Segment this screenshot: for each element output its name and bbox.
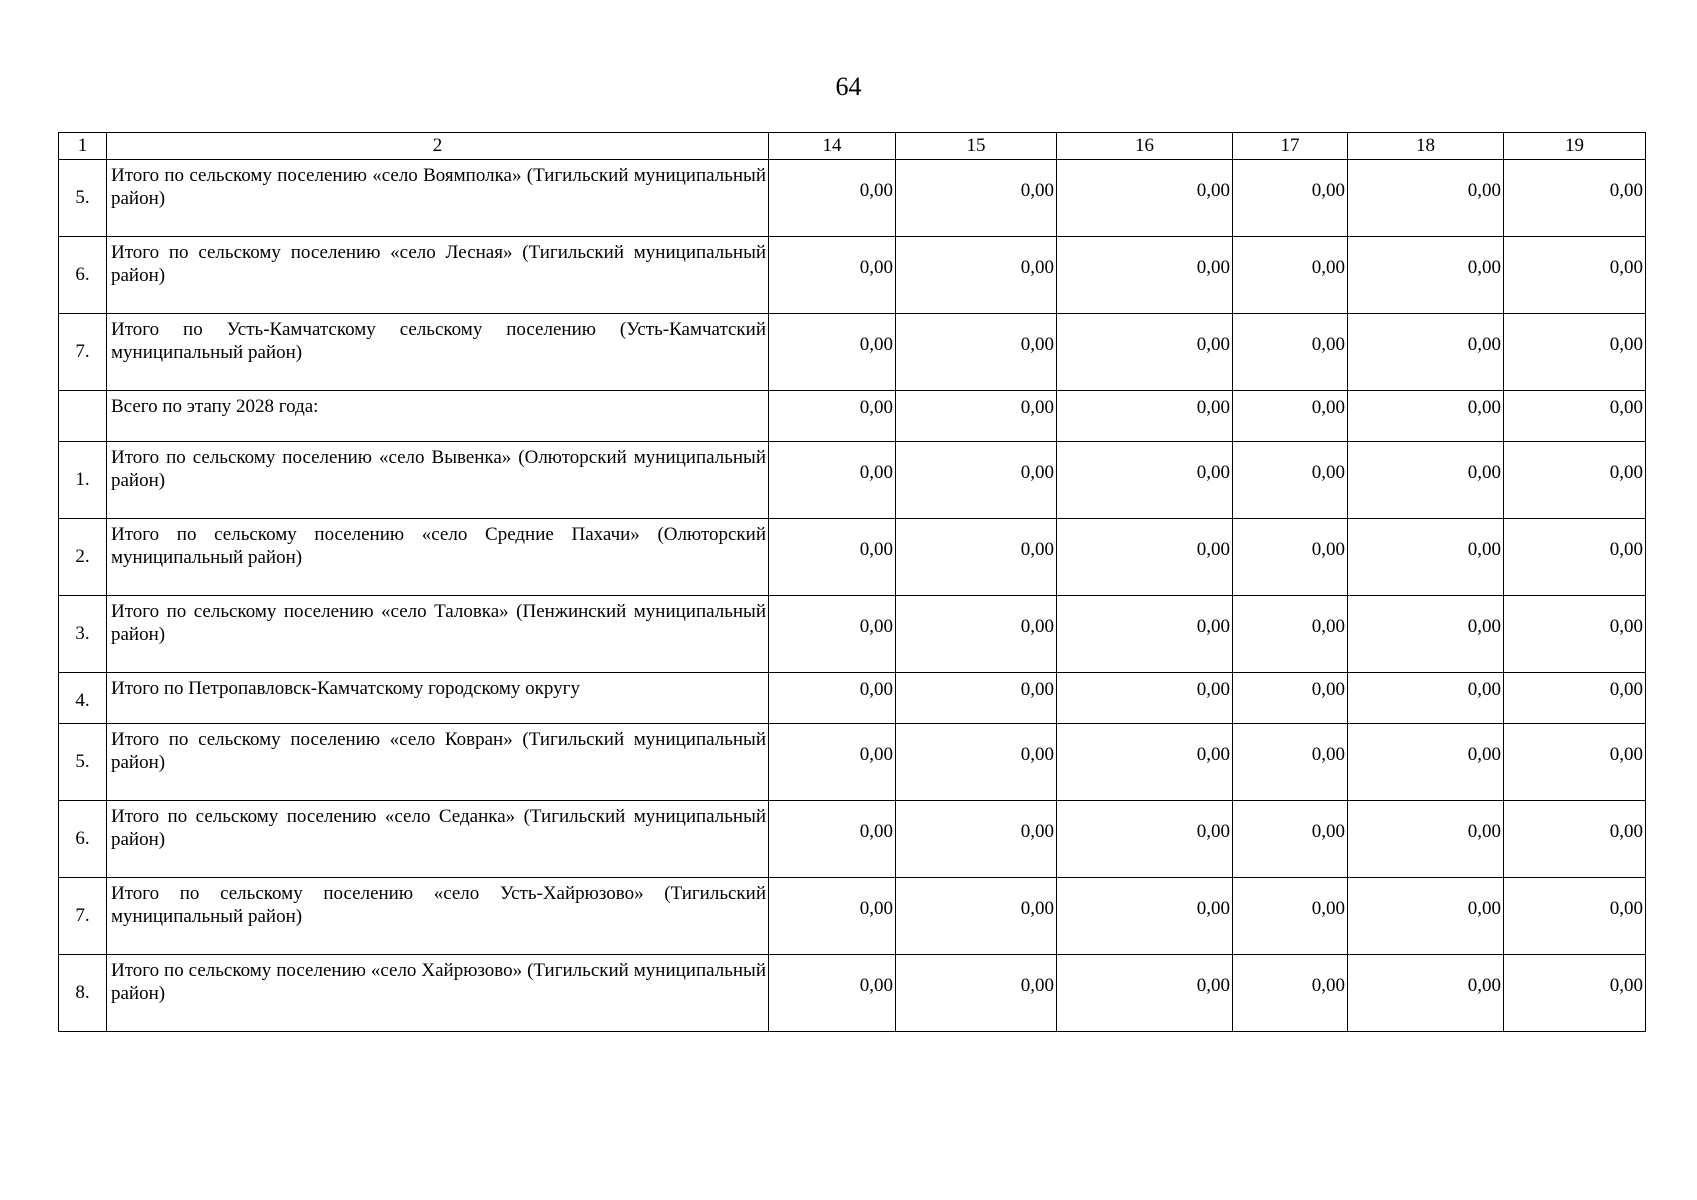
value-cell: 0,00 <box>1504 955 1646 1032</box>
row-name: Итого по сельскому поселению «село Средние Пахачи» (Олюторский муниципальный район) <box>107 519 769 596</box>
row-number: 6. <box>59 237 107 314</box>
table-row <box>59 160 1646 237</box>
value-cell: 0,00 <box>1057 519 1233 596</box>
value-cell: 0,00 <box>1348 801 1504 878</box>
value-cell: 0,00 <box>1348 878 1504 955</box>
value-cell: 0,00 <box>1233 724 1348 801</box>
row-number: 4. <box>59 673 107 724</box>
value-cell: 0,00 <box>769 391 896 442</box>
table-row <box>59 801 1646 878</box>
value-cell: 0,00 <box>1233 442 1348 519</box>
header-cell: 1 <box>59 133 107 160</box>
row-name: Всего по этапу 2028 года: <box>107 391 769 442</box>
value-cell: 0,00 <box>1348 442 1504 519</box>
value-cell: 0,00 <box>1348 160 1504 237</box>
value-cell: 0,00 <box>769 519 896 596</box>
value-cell: 0,00 <box>1504 596 1646 673</box>
table-row <box>59 596 1646 673</box>
value-cell: 0,00 <box>1057 673 1233 724</box>
row-name: Итого по сельскому поселению «село Усть-Хайрюзово» (Тигильский муниципальный район) <box>107 878 769 955</box>
row-number: 7. <box>59 878 107 955</box>
row-name: Итого по сельскому поселению «село Воямполка» (Тигильский муниципальный район) <box>107 160 769 237</box>
value-cell: 0,00 <box>896 314 1057 391</box>
value-cell: 0,00 <box>1057 724 1233 801</box>
table-row <box>59 724 1646 801</box>
value-cell: 0,00 <box>1504 673 1646 724</box>
row-name: Итого по сельскому поселению «село Таловка» (Пенжинский муниципальный район) <box>107 596 769 673</box>
page-number: 64 <box>835 72 862 101</box>
value-cell: 0,00 <box>1348 673 1504 724</box>
table-row <box>59 878 1646 955</box>
row-number: 6. <box>59 801 107 878</box>
value-cell: 0,00 <box>1348 237 1504 314</box>
value-cell: 0,00 <box>896 237 1057 314</box>
value-cell: 0,00 <box>896 596 1057 673</box>
table-row <box>59 673 1646 724</box>
header-cell: 14 <box>769 133 896 160</box>
value-cell: 0,00 <box>769 878 896 955</box>
value-cell: 0,00 <box>1348 955 1504 1032</box>
value-cell: 0,00 <box>896 955 1057 1032</box>
value-cell: 0,00 <box>1348 391 1504 442</box>
value-cell: 0,00 <box>1057 442 1233 519</box>
value-cell: 0,00 <box>769 160 896 237</box>
row-name: Итого по сельскому поселению «село Вывенка» (Олюторский муниципальный район) <box>107 442 769 519</box>
value-cell: 0,00 <box>1504 160 1646 237</box>
value-cell: 0,00 <box>1504 442 1646 519</box>
value-cell: 0,00 <box>1504 878 1646 955</box>
table-row <box>59 237 1646 314</box>
row-name: Итого по Усть-Камчатскому сельскому поселению (Усть-Камчатский муниципальный район) <box>107 314 769 391</box>
value-cell: 0,00 <box>1233 878 1348 955</box>
value-cell: 0,00 <box>1348 724 1504 801</box>
value-cell: 0,00 <box>1057 878 1233 955</box>
value-cell: 0,00 <box>1233 955 1348 1032</box>
row-number: 5. <box>59 160 107 237</box>
value-cell: 0,00 <box>1504 519 1646 596</box>
value-cell: 0,00 <box>896 442 1057 519</box>
value-cell: 0,00 <box>769 442 896 519</box>
report-table <box>58 132 1646 1032</box>
value-cell: 0,00 <box>1504 801 1646 878</box>
row-number: 7. <box>59 314 107 391</box>
value-cell: 0,00 <box>1233 596 1348 673</box>
table-row-total <box>59 391 1646 442</box>
header-cell: 18 <box>1348 133 1504 160</box>
table-row <box>59 519 1646 596</box>
value-cell: 0,00 <box>896 724 1057 801</box>
value-cell: 0,00 <box>1504 314 1646 391</box>
value-cell: 0,00 <box>896 391 1057 442</box>
value-cell: 0,00 <box>1233 519 1348 596</box>
value-cell: 0,00 <box>1504 724 1646 801</box>
value-cell: 0,00 <box>1504 237 1646 314</box>
row-number: 5. <box>59 724 107 801</box>
value-cell: 0,00 <box>1504 391 1646 442</box>
value-cell: 0,00 <box>896 160 1057 237</box>
row-name: Итого по Петропавловск-Камчатскому городскому округу <box>107 673 769 724</box>
table-row <box>59 955 1646 1032</box>
header-cell: 15 <box>896 133 1057 160</box>
value-cell: 0,00 <box>1057 391 1233 442</box>
value-cell: 0,00 <box>1348 519 1504 596</box>
value-cell: 0,00 <box>769 724 896 801</box>
table-row <box>59 442 1646 519</box>
header-cell: 17 <box>1233 133 1348 160</box>
row-name: Итого по сельскому поселению «село Хайрюзово» (Тигильский муниципальный район) <box>107 955 769 1032</box>
value-cell: 0,00 <box>896 519 1057 596</box>
row-name: Итого по сельскому поселению «село Ковран» (Тигильский муниципальный район) <box>107 724 769 801</box>
value-cell: 0,00 <box>769 237 896 314</box>
value-cell: 0,00 <box>1057 160 1233 237</box>
value-cell: 0,00 <box>1233 391 1348 442</box>
value-cell: 0,00 <box>1057 237 1233 314</box>
value-cell: 0,00 <box>896 878 1057 955</box>
value-cell: 0,00 <box>896 801 1057 878</box>
row-number: 1. <box>59 442 107 519</box>
row-number: 2. <box>59 519 107 596</box>
header-cell: 19 <box>1504 133 1646 160</box>
value-cell: 0,00 <box>769 955 896 1032</box>
value-cell: 0,00 <box>769 314 896 391</box>
value-cell: 0,00 <box>1348 314 1504 391</box>
value-cell: 0,00 <box>1233 801 1348 878</box>
value-cell: 0,00 <box>1057 801 1233 878</box>
value-cell: 0,00 <box>1233 237 1348 314</box>
row-number <box>59 391 107 442</box>
value-cell: 0,00 <box>896 673 1057 724</box>
value-cell: 0,00 <box>1233 160 1348 237</box>
value-cell: 0,00 <box>1233 314 1348 391</box>
row-name: Итого по сельскому поселению «село Лесная» (Тигильский муниципальный район) <box>107 237 769 314</box>
value-cell: 0,00 <box>1348 596 1504 673</box>
header-row <box>59 133 1646 160</box>
header-cell: 16 <box>1057 133 1233 160</box>
value-cell: 0,00 <box>1233 673 1348 724</box>
value-cell: 0,00 <box>1057 596 1233 673</box>
value-cell: 0,00 <box>769 596 896 673</box>
value-cell: 0,00 <box>769 801 896 878</box>
row-name: Итого по сельскому поселению «село Седанка» (Тигильский муниципальный район) <box>107 801 769 878</box>
row-number: 3. <box>59 596 107 673</box>
value-cell: 0,00 <box>1057 314 1233 391</box>
table-row <box>59 314 1646 391</box>
value-cell: 0,00 <box>769 673 896 724</box>
value-cell: 0,00 <box>1057 955 1233 1032</box>
row-number: 8. <box>59 955 107 1032</box>
header-cell: 2 <box>107 133 769 160</box>
